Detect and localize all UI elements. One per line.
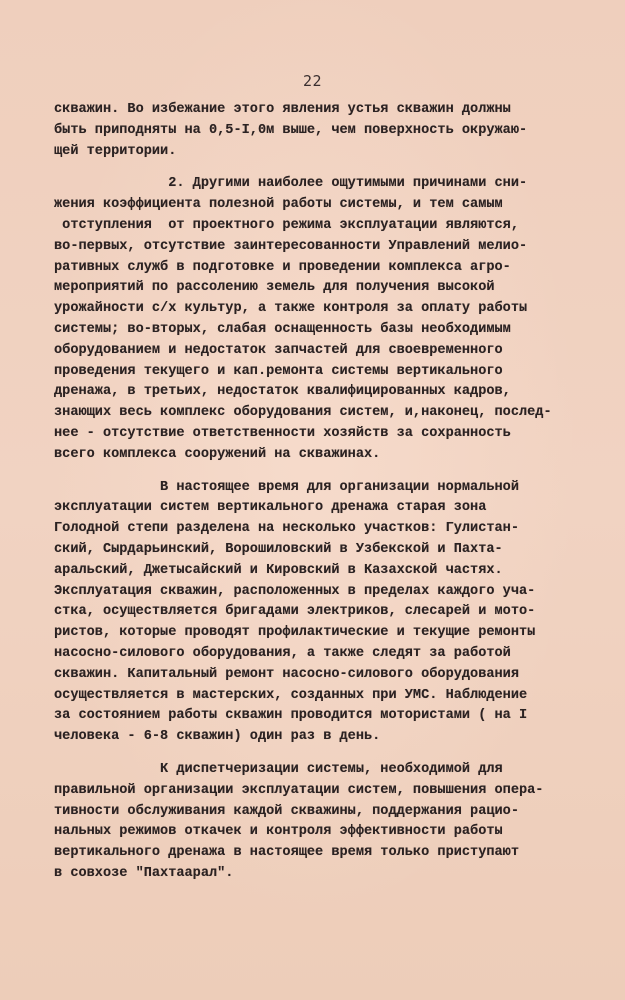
text-line: дренажа, в третьих, недостаток квалифицированных кадров,: [54, 384, 511, 400]
text-line: ский, Сырдарьинский, Ворошиловский в Узбекской и Пахта-: [54, 541, 503, 557]
text-line: ративных служб в подготовке и проведении комплекса агро-: [54, 259, 511, 275]
text-line: во-первых, отсутствие заинтересованности Управлений мелио-: [54, 238, 528, 254]
paragraph-3: [54, 478, 574, 748]
text-line: отступления от проектного режима эксплуатации являются,: [54, 217, 519, 233]
text-line: скважин. Во избежание этого явления устья скважин должны: [54, 102, 511, 117]
text-line: 2. Другими наиболее ощутимыми причинами сни-: [54, 176, 528, 192]
text-line: Эксплуатация скважин, расположенных в пределах каждого уча-: [54, 583, 536, 599]
page-number: 22: [302, 72, 323, 90]
text-line: за состоянием работы скважин проводится мотористами ( на I: [54, 708, 528, 724]
text-line: К диспетчеризации системы, необходимой для: [54, 761, 503, 777]
text-line: мероприятий по рассолению земель для получения высокой: [54, 280, 495, 296]
text-line: проведения текущего и кап.ремонта системы вертикального: [54, 363, 503, 379]
body-text: [54, 100, 574, 885]
text-line: системы; во-вторых, слабая оснащенность базы необходимым: [54, 321, 511, 337]
text-line: в совхозе "Пахтаарал".: [54, 865, 234, 881]
text-line: насосно-силового оборудования, а также следят за работой: [54, 645, 511, 661]
text-line: всего комплекса сооружений на скважинах.: [54, 446, 381, 462]
text-line: жения коэффициента полезной работы системы, и тем самым: [54, 197, 503, 213]
text-line: эксплуатации систем вертикального дренажа старая зона: [54, 500, 487, 516]
text-line: нальных режимов откачек и контроля эффективности работы: [54, 824, 503, 840]
text-line: Голодной степи разделена на несколько участков: Гулистан-: [54, 521, 519, 537]
text-line: аральский, Джетысайский и Кировский в Казахской частях.: [54, 562, 503, 578]
text-line: щей территории.: [54, 143, 177, 159]
text-line: скважин. Капитальный ремонт насосно-силового оборудования: [54, 666, 519, 682]
paragraph-2: [54, 174, 574, 465]
text-line: оборудованием и недостаток запчастей для своевременного: [54, 342, 503, 358]
text-line: нее - отсутствие ответственности хозяйств за сохранность: [54, 425, 511, 441]
text-line: осуществляется в мастерских, созданных при УМС. Наблюдение: [54, 687, 528, 703]
text-line: В настоящее время для организации нормальной: [54, 479, 519, 495]
text-line: урожайности с/х культур, а также контроля за оплату работы: [54, 301, 528, 317]
text-line: ристов, которые проводят профилактические и текущие ремонты: [54, 625, 536, 641]
text-line: стка, осуществляется бригадами электриков, слесарей и мото-: [54, 604, 536, 620]
text-line: вертикального дренажа в настоящее время только приступают: [54, 845, 519, 861]
paragraph-1: [54, 100, 574, 162]
text-line: тивности обслуживания каждой скважины, поддержания рацио-: [54, 803, 519, 819]
text-line: знающих весь комплекс оборудования систем, и,наконец, послед-: [54, 405, 552, 421]
paragraph-4: [54, 760, 574, 885]
text-line: быть приподняты на 0,5-I,0м выше, чем поверхность окружаю-: [54, 122, 528, 138]
text-line: правильной организации эксплуатации систем, повышения опера-: [54, 782, 544, 798]
text-line: человека - 6-8 скважин) один раз в день.: [54, 729, 381, 745]
